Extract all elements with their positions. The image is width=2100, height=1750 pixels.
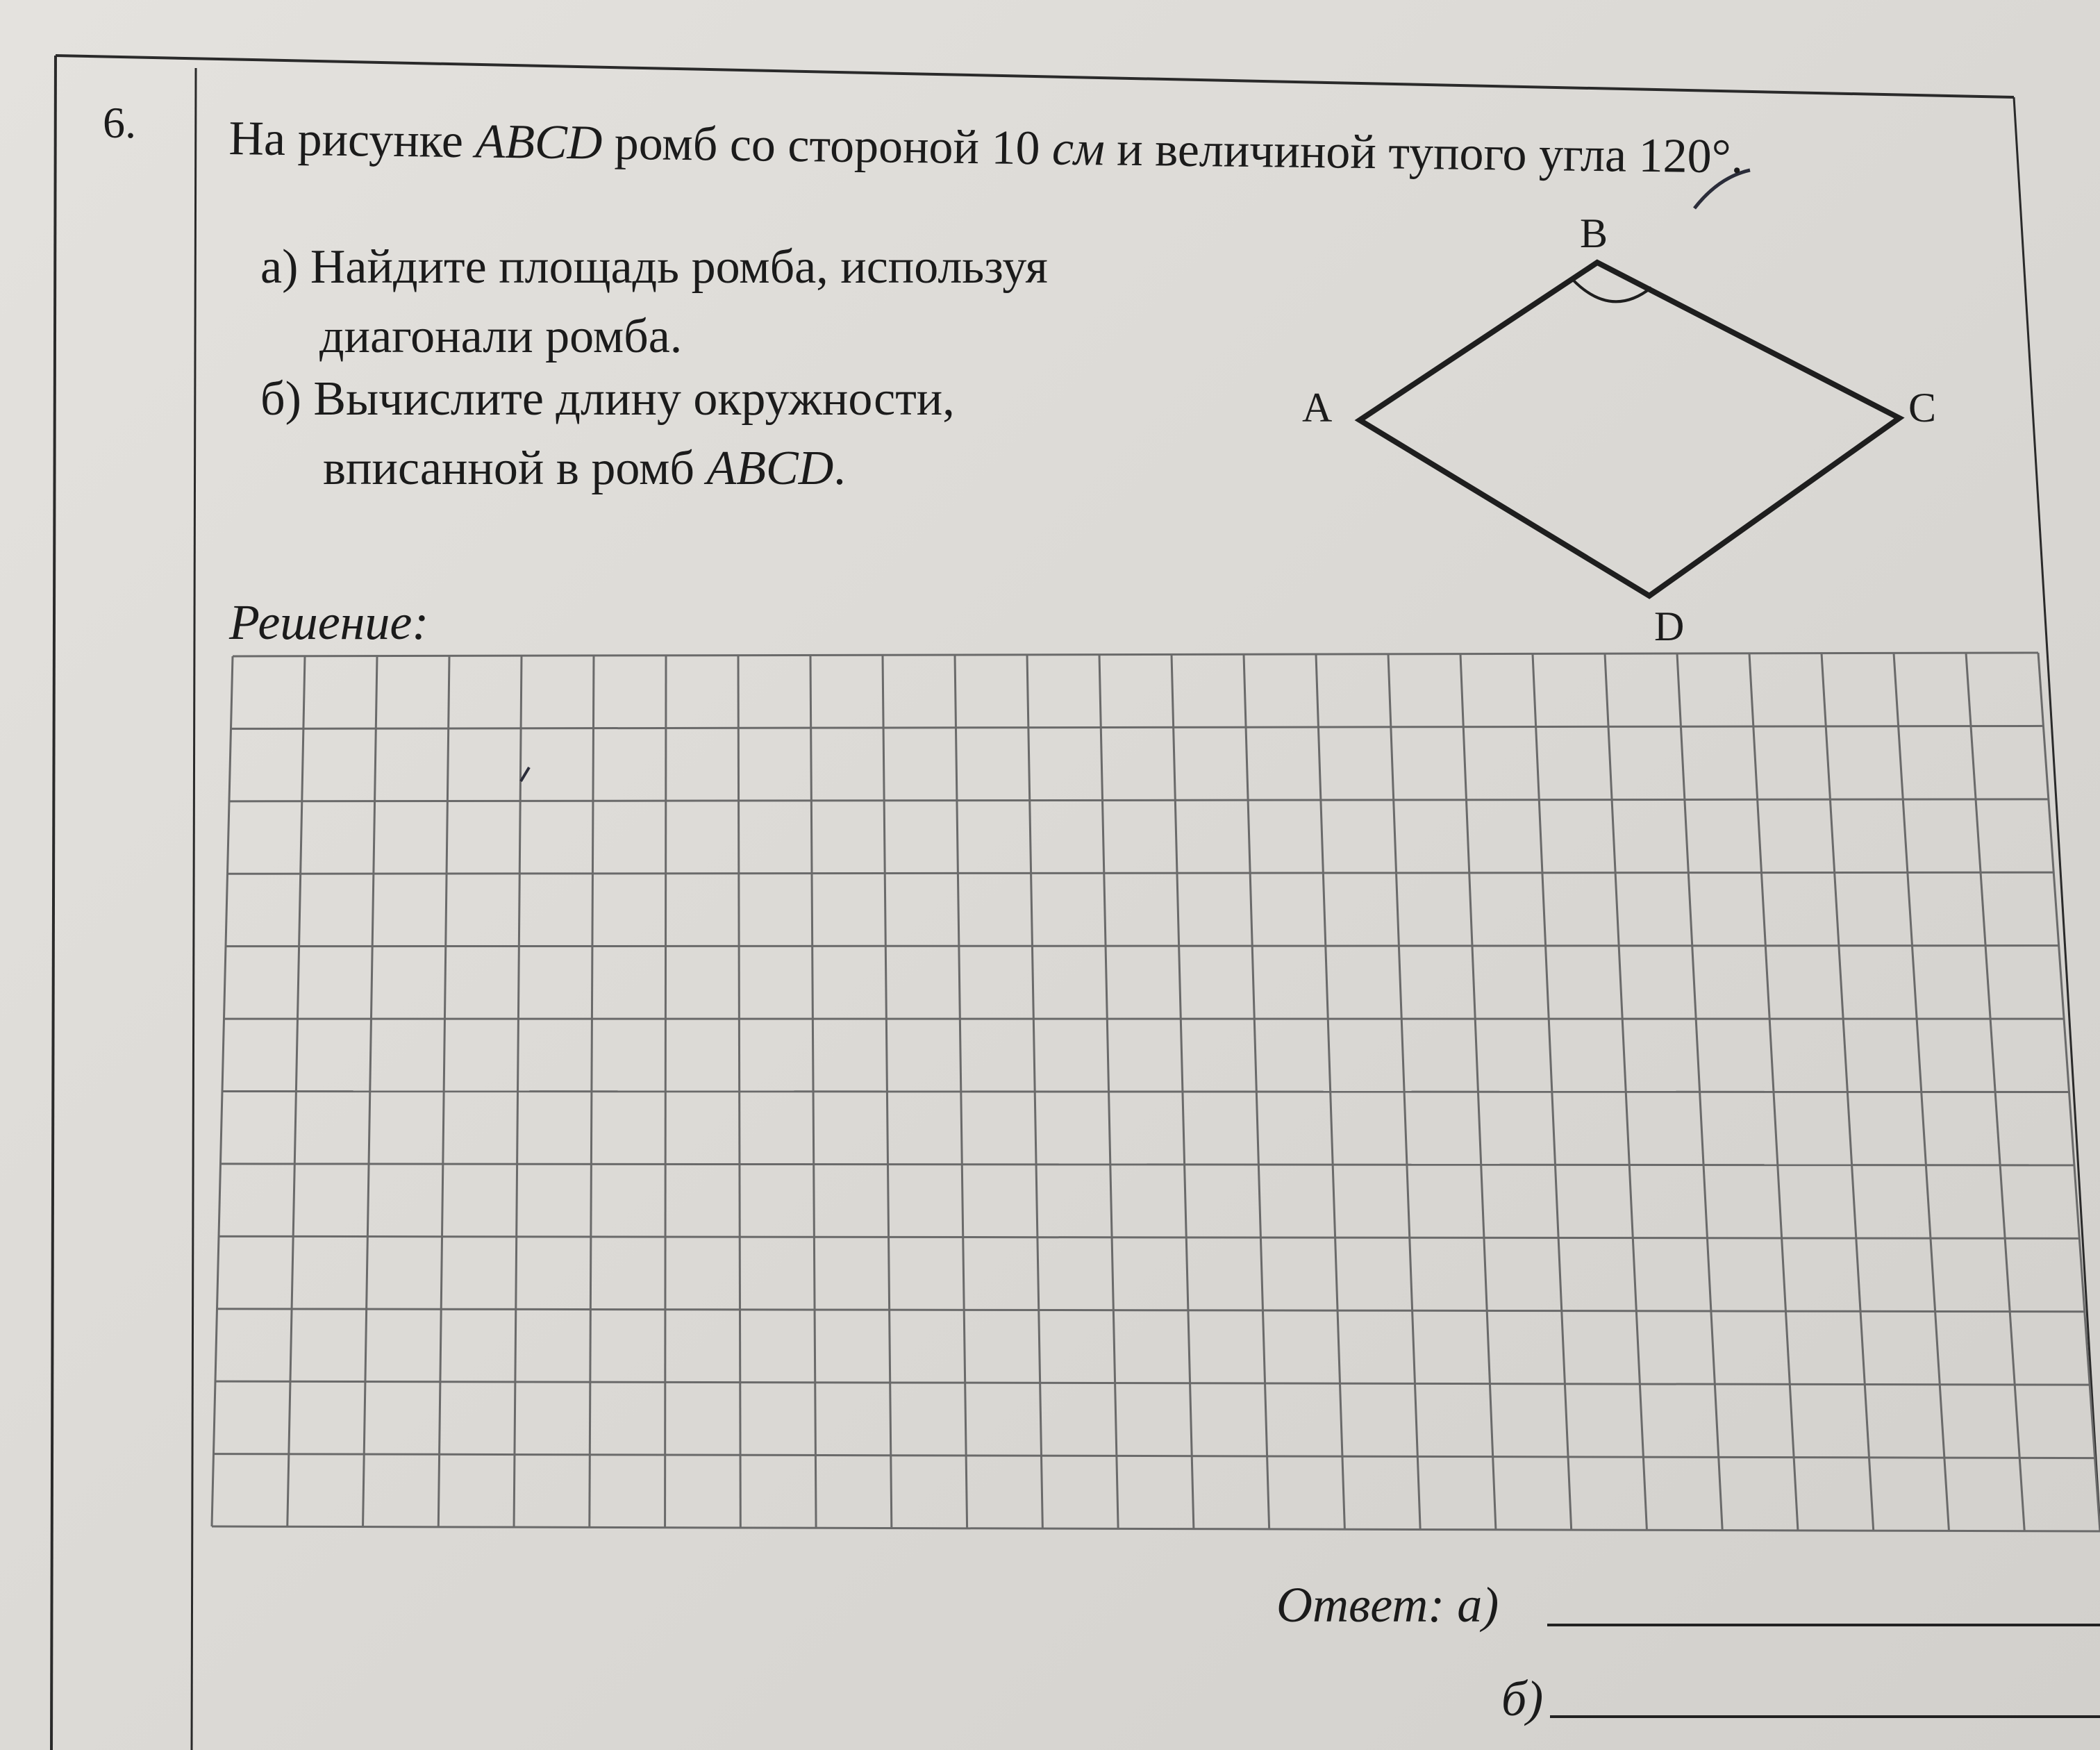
solution-label: Решение: <box>229 594 429 650</box>
question-a-line1: а) Найдите площадь ромба, используя <box>260 240 1048 294</box>
answer-b-line[interactable] <box>1550 1715 2100 1718</box>
grid-line <box>226 946 2059 947</box>
statement-part1: На рисунке <box>228 111 476 169</box>
statement-part3: и величиной тупого угла 120°. <box>1104 122 1744 184</box>
grid-line <box>217 1309 2085 1312</box>
answer-a-line[interactable] <box>1547 1624 2100 1626</box>
question-a-line2: диагонали ромба. <box>319 310 683 363</box>
grid-line <box>231 726 2044 728</box>
question-b-line1: б) Вычислите длину окружности, <box>260 372 955 426</box>
frame-left-line <box>51 56 56 1750</box>
solution-grid <box>212 653 2100 1531</box>
grid-line <box>229 799 2049 801</box>
vertex-label-c: C <box>1908 385 1937 431</box>
pen-mark-small <box>521 767 529 781</box>
question-b-figure-name: ABCD <box>706 442 834 495</box>
rhombus-abcd <box>1360 262 1899 596</box>
statement-figure-name: ABCD <box>475 115 603 170</box>
answer-label-a: Ответ: а) <box>1276 1577 1499 1633</box>
vertex-label-a: A <box>1302 385 1333 431</box>
grid-line <box>214 1454 2095 1458</box>
question-b-line2 <box>323 441 846 497</box>
question-b-line2-end: . <box>833 442 846 495</box>
statement-unit: см <box>1051 122 1106 176</box>
answer-label-b: б) <box>1501 1671 1544 1726</box>
vertex-label-b: B <box>1580 210 1608 256</box>
statement-part2: ромб со стороной 10 <box>601 116 1053 176</box>
task-number: 6. <box>103 98 136 147</box>
grid-line <box>219 1236 2079 1238</box>
grid-line <box>228 872 2054 874</box>
grid-line <box>215 1381 2090 1385</box>
grid-line <box>212 1526 2100 1531</box>
grid-line <box>221 1164 2074 1165</box>
frame-number-column-line <box>192 68 196 1750</box>
frame-top-line <box>56 56 2014 97</box>
frame-right-line <box>2014 97 2100 1528</box>
question-b-line2-text: вписанной в ромб <box>323 442 707 495</box>
vertex-label-d: D <box>1654 603 1685 649</box>
grid-line <box>233 653 2038 656</box>
